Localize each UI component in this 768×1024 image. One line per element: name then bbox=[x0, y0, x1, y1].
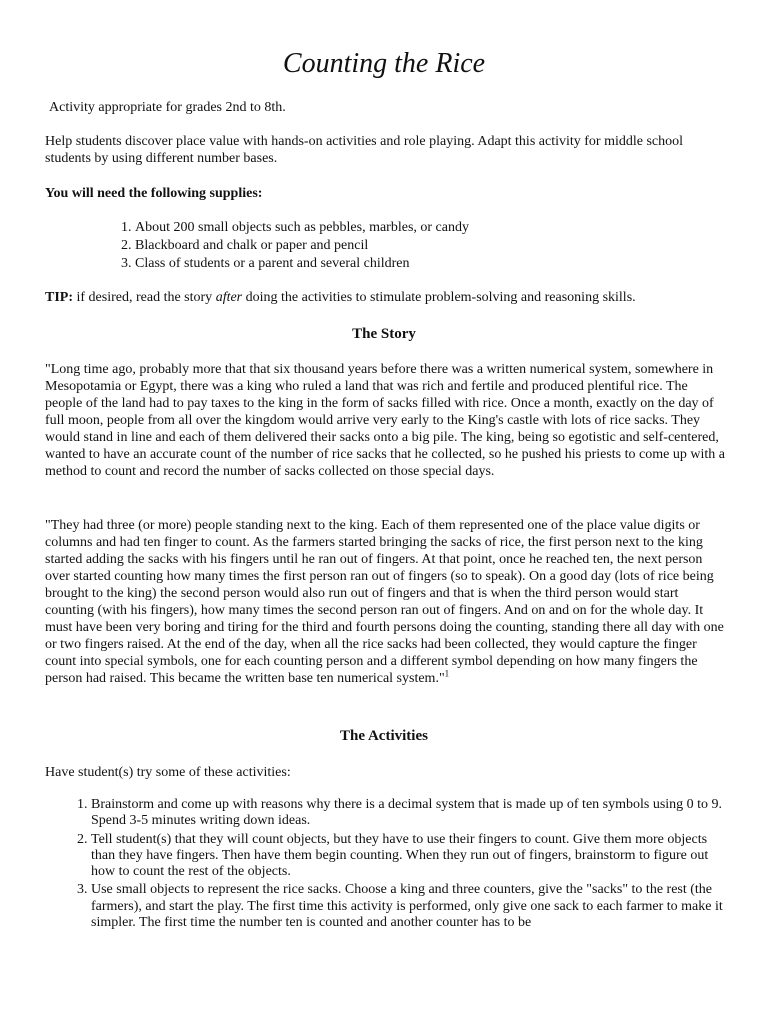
grades-note: Activity appropriate for grades 2nd to 8th. bbox=[49, 100, 286, 115]
supplies-list bbox=[110, 219, 695, 273]
list-item: 3. Use small objects to represent the rice sacks. Choose a king and three counters, give the "sacks" to the rest (the farmers), and start the play. The first time this activity is performed, only give one sack to each farmer to make it simpler. The first time the number ten is counted and another counter has to be bbox=[91, 882, 731, 931]
tip-emphasis: after bbox=[215, 290, 243, 305]
tip-text-after: doing the activities to stimulate problem-solving and reasoning skills. bbox=[242, 290, 636, 305]
story-paragraph-1: "Long time ago, probably more that that six thousand years before there was a written numerical system, somewhere in Mesopotamia or Egypt, there was a king who ruled a land that was rich and fertile and produced plentiful rice. The people of the land had to pay taxes to the king in the form of sacks filled with rice. Once a month, exactly on the day of full moon, people from all over the kingdom would arrive very early to the King's castle with lots of rice sacks. They would stand in line and each of them delivered their sacks onto a big pile. The king, being so egotistic and self-centered, wanted to have an accurate count of the number of rice sacks that he collected, so he pushed his priests to come up with a method to count and record the number of sacks collected on those special days. bbox=[45, 362, 725, 479]
list-item: 2. Tell student(s) that they will count objects, but they have to use their fingers to count. Give them more objects than they have fingers. Then have them begin counting. When they run out of fingers, brainstorm to figure out how to count the rest of the objects. bbox=[91, 832, 731, 881]
activities-list bbox=[67, 797, 731, 933]
activities-intro: Have student(s) try some of these activities: bbox=[45, 765, 291, 780]
list-item: 1. Brainstorm and come up with reasons why there is a decimal system that is made up of ten symbols using 0 to 9. Spend 3-5 minutes writing down ideas. bbox=[91, 797, 731, 830]
tip-label: TIP: bbox=[45, 290, 73, 305]
story-paragraph-2-text: "They had three (or more) people standing next to the king. Each of them represented one of the place value digits or columns and had ten finger to count. As the farmers started bringing the sacks of rice, the first person next to the king started adding the sacks with his fingers until he ran out of fingers. At that point, once he reached ten, the next person over started counting how many times the first person ran out of fingers (so to speak). On a good day (lots of rice being brought to the king) the second person would also run out of fingers and that is when the third person would start counting (with his fingers), how many times the second person ran out of fingers. And on and on for the whole day. It must have been very boring and tiring for the third and fourth persons doing the counting, standing there all day with one or two fingers raised. At the end of the day, when all the rice sacks had been collected, they would capture the finger count into special symbols, one for each counting person and a different symbol depending on how many fingers the person had raised. This became the written base ten numerical system." bbox=[45, 518, 724, 686]
list-item: 1. About 200 small objects such as pebbles, marbles, or candy bbox=[135, 219, 695, 237]
tip-text-before: if desired, read the story bbox=[73, 290, 216, 305]
activities-heading: The Activities bbox=[340, 728, 428, 744]
document-title: Counting the Rice bbox=[282, 48, 486, 79]
story-heading: The Story bbox=[352, 326, 416, 342]
list-item: 2. Blackboard and chalk or paper and pencil bbox=[135, 237, 695, 255]
tip-paragraph bbox=[45, 289, 725, 306]
footnote-marker: 1 bbox=[444, 668, 450, 679]
supplies-heading: You will need the following supplies: bbox=[45, 186, 263, 201]
story-paragraph-2 bbox=[45, 517, 725, 687]
list-item: 3. Class of students or a parent and several children bbox=[135, 255, 695, 273]
intro-paragraph: Help students discover place value with hands-on activities and role playing. Adapt this activity for middle school students by using different number bases. bbox=[45, 134, 684, 166]
